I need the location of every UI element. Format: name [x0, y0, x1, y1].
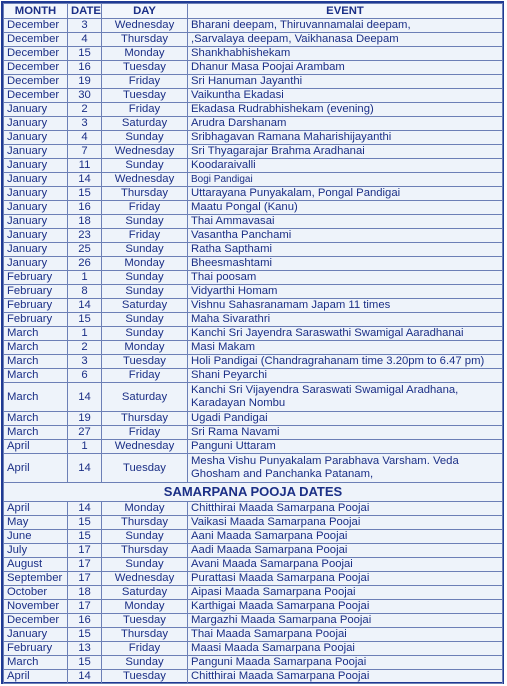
- event-cell: Thai Ammavasai: [188, 215, 503, 229]
- event-cell: Bogi Pandigai: [188, 173, 503, 187]
- event-cell: Masi Makam: [188, 341, 503, 355]
- month-cell: May: [4, 516, 68, 530]
- samarpana-body: [4, 502, 503, 684]
- table-row: [4, 61, 503, 75]
- date-cell: 23: [68, 229, 102, 243]
- table-row: [4, 327, 503, 341]
- day-cell: Thursday: [102, 516, 188, 530]
- day-cell: Sunday: [102, 327, 188, 341]
- month-cell: January: [4, 243, 68, 257]
- date-cell: 15: [68, 187, 102, 201]
- day-cell: Tuesday: [102, 454, 188, 483]
- table-row: [4, 369, 503, 383]
- event-cell: Maha Sivarathri: [188, 313, 503, 327]
- month-cell: March: [4, 656, 68, 670]
- date-cell: 1: [68, 440, 102, 454]
- day-cell: Saturday: [102, 299, 188, 313]
- table-row: [4, 558, 503, 572]
- event-cell: Dhanur Masa Poojai Arambam: [188, 61, 503, 75]
- table-row: [4, 299, 503, 313]
- day-cell: Thursday: [102, 187, 188, 201]
- month-cell: January: [4, 103, 68, 117]
- month-cell: January: [4, 229, 68, 243]
- date-cell: 30: [68, 89, 102, 103]
- table-row: [4, 89, 503, 103]
- event-cell: Vishnu Sahasranamam Japam 11 times: [188, 299, 503, 313]
- date-cell: 14: [68, 454, 102, 483]
- event-cell: Aani Maada Samarpana Poojai: [188, 530, 503, 544]
- month-cell: April: [4, 440, 68, 454]
- day-cell: Friday: [102, 642, 188, 656]
- table-row: [4, 670, 503, 684]
- date-cell: 16: [68, 614, 102, 628]
- month-cell: February: [4, 299, 68, 313]
- event-cell: Sribhagavan Ramana Maharishijayanthi: [188, 131, 503, 145]
- table-row: [4, 656, 503, 670]
- event-cell: Chitthirai Maada Samarpana Poojai: [188, 502, 503, 516]
- date-cell: 15: [68, 47, 102, 61]
- day-cell: Tuesday: [102, 614, 188, 628]
- header-day: DAY: [102, 4, 188, 19]
- event-cell: Chitthirai Maada Samarpana Poojai: [188, 670, 503, 684]
- table-row: [4, 159, 503, 173]
- table-row: [4, 75, 503, 89]
- event-cell: Avani Maada Samarpana Poojai: [188, 558, 503, 572]
- day-cell: Sunday: [102, 271, 188, 285]
- month-cell: December: [4, 61, 68, 75]
- day-cell: Sunday: [102, 285, 188, 299]
- table-row: [4, 586, 503, 600]
- table-row: [4, 516, 503, 530]
- table-row: [4, 257, 503, 271]
- month-cell: December: [4, 19, 68, 33]
- day-cell: Thursday: [102, 628, 188, 642]
- table-row: [4, 117, 503, 131]
- month-cell: September: [4, 572, 68, 586]
- month-cell: April: [4, 670, 68, 684]
- table-row: [4, 19, 503, 33]
- section-title: SAMARPANA POOJA DATES: [4, 483, 503, 502]
- day-cell: Tuesday: [102, 355, 188, 369]
- table-row: [4, 426, 503, 440]
- day-cell: Monday: [102, 600, 188, 614]
- day-cell: Tuesday: [102, 61, 188, 75]
- event-cell: Purattasi Maada Samarpana Poojai: [188, 572, 503, 586]
- table-row: [4, 33, 503, 47]
- day-cell: Sunday: [102, 558, 188, 572]
- table-row: [4, 47, 503, 61]
- day-cell: Wednesday: [102, 19, 188, 33]
- date-cell: 1: [68, 327, 102, 341]
- event-cell: Uttarayana Punyakalam, Pongal Pandigai: [188, 187, 503, 201]
- header-event: EVENT: [188, 4, 503, 19]
- event-cell: Maatu Pongal (Kanu): [188, 201, 503, 215]
- event-cell: Vasantha Panchami: [188, 229, 503, 243]
- events-table: [3, 3, 503, 684]
- month-cell: July: [4, 544, 68, 558]
- date-cell: 14: [68, 383, 102, 412]
- month-cell: March: [4, 412, 68, 426]
- event-cell: Margazhi Maada Samarpana Poojai: [188, 614, 503, 628]
- table-row: [4, 145, 503, 159]
- event-cell: Sri Thyagarajar Brahma Aradhanai: [188, 145, 503, 159]
- day-cell: Monday: [102, 47, 188, 61]
- table-row: [4, 229, 503, 243]
- date-cell: 16: [68, 61, 102, 75]
- table-row: [4, 502, 503, 516]
- event-cell: Sri Hanuman Jayanthi: [188, 75, 503, 89]
- date-cell: 1: [68, 271, 102, 285]
- table-row: [4, 628, 503, 642]
- table-row: [4, 383, 503, 412]
- table-row: [4, 440, 503, 454]
- date-cell: 3: [68, 19, 102, 33]
- date-cell: 14: [68, 299, 102, 313]
- header-month: MONTH: [4, 4, 68, 19]
- day-cell: Friday: [102, 75, 188, 89]
- month-cell: March: [4, 426, 68, 440]
- calendar-sheet: [1, 1, 504, 684]
- day-cell: Sunday: [102, 159, 188, 173]
- month-cell: March: [4, 369, 68, 383]
- day-cell: Saturday: [102, 586, 188, 600]
- date-cell: 2: [68, 103, 102, 117]
- event-cell: Kanchi Sri Vijayendra Saraswati Swamigal Aradhana, Karadayan Nombu: [188, 383, 503, 412]
- month-cell: March: [4, 327, 68, 341]
- day-cell: Tuesday: [102, 89, 188, 103]
- table-row: [4, 572, 503, 586]
- day-cell: Friday: [102, 369, 188, 383]
- event-cell: Holi Pandigai (Chandragrahanam time 3.20pm to 6.47 pm): [188, 355, 503, 369]
- day-cell: Thursday: [102, 544, 188, 558]
- month-cell: December: [4, 75, 68, 89]
- table-row: [4, 187, 503, 201]
- header-row: [4, 4, 503, 19]
- month-cell: January: [4, 159, 68, 173]
- date-cell: 16: [68, 201, 102, 215]
- month-cell: October: [4, 586, 68, 600]
- day-cell: Wednesday: [102, 572, 188, 586]
- date-cell: 19: [68, 75, 102, 89]
- month-cell: December: [4, 47, 68, 61]
- month-cell: February: [4, 642, 68, 656]
- event-cell: Mesha Vishu Punyakalam Parabhava Varsham. Veda Ghosham and Panchanka Patanam,: [188, 454, 503, 483]
- date-cell: 4: [68, 33, 102, 47]
- events-body: [4, 19, 503, 483]
- table-row: [4, 544, 503, 558]
- day-cell: Sunday: [102, 313, 188, 327]
- month-cell: November: [4, 600, 68, 614]
- month-cell: April: [4, 502, 68, 516]
- event-cell: Shankhabhishekam: [188, 47, 503, 61]
- day-cell: Monday: [102, 257, 188, 271]
- month-cell: February: [4, 271, 68, 285]
- event-cell: Bheesmashtami: [188, 257, 503, 271]
- day-cell: Sunday: [102, 656, 188, 670]
- table-row: [4, 285, 503, 299]
- date-cell: 14: [68, 502, 102, 516]
- date-cell: 17: [68, 544, 102, 558]
- date-cell: 14: [68, 173, 102, 187]
- day-cell: Saturday: [102, 117, 188, 131]
- day-cell: Wednesday: [102, 440, 188, 454]
- month-cell: March: [4, 383, 68, 412]
- month-cell: February: [4, 285, 68, 299]
- month-cell: January: [4, 257, 68, 271]
- event-cell: Bharani deepam, Thiruvannamalai deepam,: [188, 19, 503, 33]
- event-cell: Arudra Darshanam: [188, 117, 503, 131]
- day-cell: Sunday: [102, 243, 188, 257]
- day-cell: Wednesday: [102, 173, 188, 187]
- table-row: [4, 201, 503, 215]
- date-cell: 25: [68, 243, 102, 257]
- table-row: [4, 454, 503, 483]
- month-cell: January: [4, 173, 68, 187]
- date-cell: 7: [68, 145, 102, 159]
- table-row: [4, 412, 503, 426]
- event-cell: Vidyarthi Homam: [188, 285, 503, 299]
- day-cell: Thursday: [102, 33, 188, 47]
- table-row: [4, 243, 503, 257]
- month-cell: January: [4, 201, 68, 215]
- date-cell: 18: [68, 586, 102, 600]
- date-cell: 15: [68, 530, 102, 544]
- table-row: [4, 341, 503, 355]
- date-cell: 15: [68, 516, 102, 530]
- table-row: [4, 215, 503, 229]
- date-cell: 3: [68, 355, 102, 369]
- month-cell: December: [4, 33, 68, 47]
- month-cell: March: [4, 355, 68, 369]
- month-cell: January: [4, 187, 68, 201]
- month-cell: January: [4, 117, 68, 131]
- event-cell: Vaikasi Maada Samarpana Poojai: [188, 516, 503, 530]
- month-cell: January: [4, 131, 68, 145]
- month-cell: February: [4, 313, 68, 327]
- day-cell: Monday: [102, 502, 188, 516]
- month-cell: December: [4, 89, 68, 103]
- table-row: [4, 530, 503, 544]
- day-cell: Friday: [102, 229, 188, 243]
- date-cell: 18: [68, 215, 102, 229]
- date-cell: 13: [68, 642, 102, 656]
- date-cell: 11: [68, 159, 102, 173]
- table-row: [4, 271, 503, 285]
- table-row: [4, 103, 503, 117]
- event-cell: Shani Peyarchi: [188, 369, 503, 383]
- day-cell: Wednesday: [102, 145, 188, 159]
- date-cell: 15: [68, 313, 102, 327]
- table-row: [4, 600, 503, 614]
- month-cell: March: [4, 341, 68, 355]
- date-cell: 17: [68, 600, 102, 614]
- date-cell: 14: [68, 670, 102, 684]
- day-cell: Thursday: [102, 412, 188, 426]
- month-cell: January: [4, 628, 68, 642]
- event-cell: Koodaraivalli: [188, 159, 503, 173]
- event-cell: Ratha Sapthami: [188, 243, 503, 257]
- day-cell: Friday: [102, 426, 188, 440]
- date-cell: 15: [68, 628, 102, 642]
- day-cell: Saturday: [102, 383, 188, 412]
- date-cell: 8: [68, 285, 102, 299]
- month-cell: January: [4, 145, 68, 159]
- event-cell: Ekadasa Rudrabhishekam (evening): [188, 103, 503, 117]
- day-cell: Friday: [102, 103, 188, 117]
- header-date: DATE: [68, 4, 102, 19]
- table-row: [4, 173, 503, 187]
- date-cell: 19: [68, 412, 102, 426]
- table-row: [4, 355, 503, 369]
- month-cell: January: [4, 215, 68, 229]
- event-cell: Vaikuntha Ekadasi: [188, 89, 503, 103]
- date-cell: 17: [68, 558, 102, 572]
- event-cell: Panguni Uttaram: [188, 440, 503, 454]
- event-cell: Thai Maada Samarpana Poojai: [188, 628, 503, 642]
- month-cell: August: [4, 558, 68, 572]
- table-row: [4, 642, 503, 656]
- date-cell: 4: [68, 131, 102, 145]
- section-row: [4, 483, 503, 502]
- day-cell: Sunday: [102, 530, 188, 544]
- date-cell: 17: [68, 572, 102, 586]
- date-cell: 2: [68, 341, 102, 355]
- date-cell: 15: [68, 656, 102, 670]
- event-cell: Karthigai Maada Samarpana Poojai: [188, 600, 503, 614]
- day-cell: Monday: [102, 341, 188, 355]
- event-cell: Maasi Maada Samarpana Poojai: [188, 642, 503, 656]
- month-cell: June: [4, 530, 68, 544]
- day-cell: Tuesday: [102, 670, 188, 684]
- event-cell: Ugadi Pandigai: [188, 412, 503, 426]
- day-cell: Sunday: [102, 131, 188, 145]
- date-cell: 6: [68, 369, 102, 383]
- date-cell: 27: [68, 426, 102, 440]
- month-cell: December: [4, 614, 68, 628]
- event-cell: Kanchi Sri Jayendra Saraswathi Swamigal Aaradhanai: [188, 327, 503, 341]
- event-cell: Thai poosam: [188, 271, 503, 285]
- date-cell: 3: [68, 117, 102, 131]
- table-row: [4, 131, 503, 145]
- date-cell: 26: [68, 257, 102, 271]
- event-cell: Aadi Maada Samarpana Poojai: [188, 544, 503, 558]
- event-cell: Sri Rama Navami: [188, 426, 503, 440]
- month-cell: April: [4, 454, 68, 483]
- table-row: [4, 313, 503, 327]
- day-cell: Sunday: [102, 215, 188, 229]
- event-cell: Aipasi Maada Samarpana Poojai: [188, 586, 503, 600]
- table-row: [4, 614, 503, 628]
- event-cell: Panguni Maada Samarpana Poojai: [188, 656, 503, 670]
- day-cell: Friday: [102, 201, 188, 215]
- event-cell: ,Sarvalaya deepam, Vaikhanasa Deepam: [188, 33, 503, 47]
